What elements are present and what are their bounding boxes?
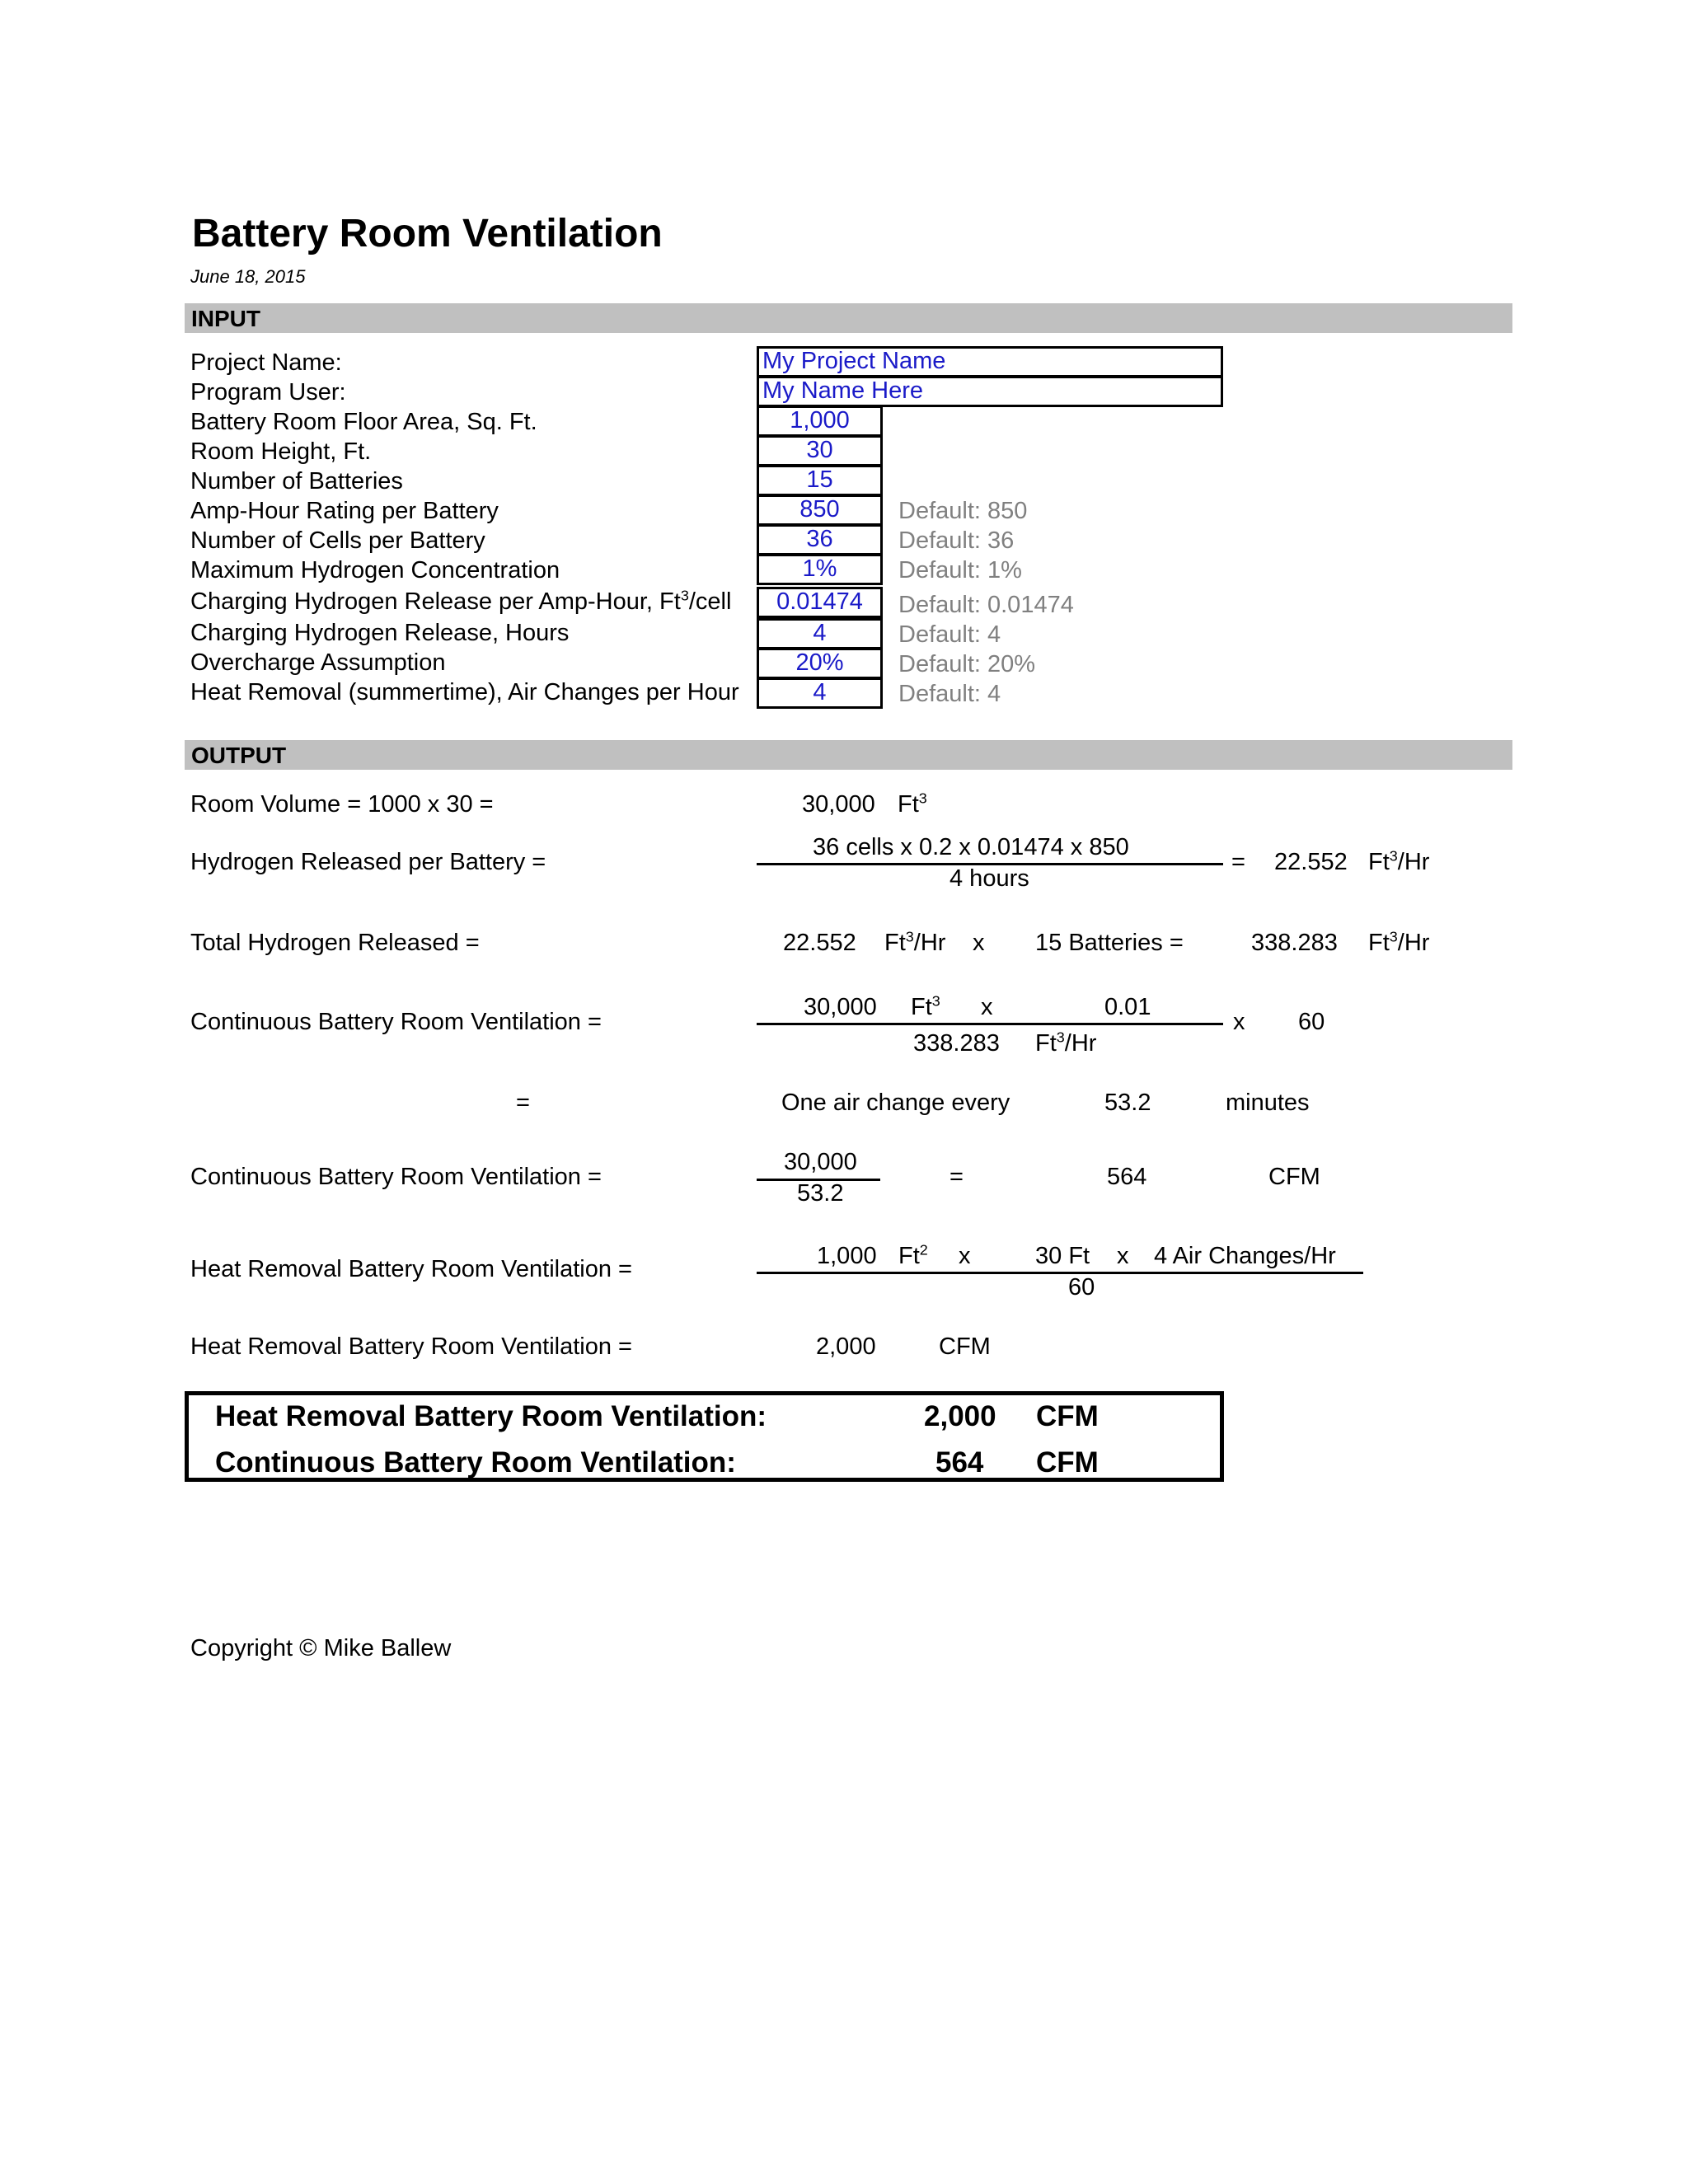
air-changes-field[interactable]: 4 (757, 677, 883, 709)
heat-result-unit: CFM (939, 1333, 991, 1360)
h2-per-amp-hour-field[interactable]: 0.01474 (757, 587, 883, 618)
amp-hour-field[interactable]: 850 (757, 494, 883, 526)
h2-per-battery-result: 22.552 (1274, 849, 1348, 875)
heat-formula-times-2: x (1117, 1243, 1129, 1269)
room-volume-label: Room Volume = 1000 x 30 = (190, 791, 494, 818)
total-h2-per-battery: 22.552 (783, 930, 856, 956)
summary-heat-label: Heat Removal Battery Room Ventilation: (215, 1400, 767, 1432)
default-amp-hour: Default: 850 (898, 498, 1028, 524)
label-amp-hour: Amp-Hour Rating per Battery (190, 498, 499, 524)
default-cells: Default: 36 (898, 527, 1015, 554)
h2-hours-field[interactable]: 4 (757, 618, 883, 649)
air-change-text: One air change every (781, 1090, 1010, 1116)
summary-box (185, 1391, 1224, 1482)
default-h2-per-amp-hour: Default: 0.01474 (898, 592, 1074, 618)
continuous-cfm-denominator: 53.2 (797, 1180, 844, 1207)
h2-per-battery-equals: = (1231, 849, 1245, 875)
output-section-header (185, 740, 1512, 770)
page-date: June 18, 2015 (190, 266, 306, 287)
floor-area-field[interactable]: 1,000 (757, 405, 883, 437)
label-h2-per-amp-hour: Charging Hydrogen Release per Amp-Hour, Ft$^3$/cell (190, 587, 732, 615)
total-h2-unit-2: Ft$^3$/Hr (1368, 928, 1430, 956)
heat-formula-denominator: 60 (1068, 1274, 1095, 1301)
total-h2-batteries: 15 Batteries = (1035, 930, 1184, 956)
label-max-h2: Maximum Hydrogen Concentration (190, 557, 560, 583)
continuous-released-unit: Ft$^3$/Hr (1035, 1029, 1097, 1057)
summary-heat-unit: CFM (1036, 1400, 1099, 1432)
default-overcharge: Default: 20% (898, 651, 1036, 677)
continuous-label: Continuous Battery Room Ventilation = (190, 1009, 602, 1035)
label-air-changes: Heat Removal (summertime), Air Changes per Hour (190, 679, 739, 705)
default-max-h2: Default: 1% (898, 557, 1022, 583)
continuous-cfm-numerator: 30,000 (784, 1149, 857, 1175)
continuous-cfm-label: Continuous Battery Room Ventilation = (190, 1164, 602, 1190)
summary-continuous-value: 564 (935, 1446, 984, 1479)
heat-formula-area-unit: Ft$^2$ (898, 1241, 928, 1269)
room-height-field[interactable]: 30 (757, 435, 883, 466)
input-section-header (185, 303, 1512, 333)
overcharge-field[interactable]: 20% (757, 648, 883, 679)
continuous-fraction-line (757, 1023, 1223, 1025)
continuous-cfm-unit: CFM (1268, 1164, 1320, 1190)
heat-formula-times: x (959, 1243, 971, 1269)
label-h2-hours: Charging Hydrogen Release, Hours (190, 620, 570, 646)
h2-per-battery-denominator: 4 hours (950, 865, 1029, 892)
copyright-text: Copyright © Mike Ballew (190, 1635, 452, 1661)
label-room-height: Room Height, Ft. (190, 438, 372, 465)
label-num-batteries: Number of Batteries (190, 468, 403, 494)
label-overcharge: Overcharge Assumption (190, 649, 446, 676)
program-user-field[interactable]: My Name Here (757, 376, 1223, 407)
air-change-equals: = (516, 1090, 530, 1116)
room-volume-unit: Ft$^3$ (898, 790, 927, 818)
project-name-field[interactable]: My Project Name (757, 346, 1223, 377)
continuous-concentration: 0.01 (1104, 994, 1151, 1020)
label-project-name: Project Name: (190, 349, 342, 376)
continuous-released: 338.283 (913, 1030, 1000, 1057)
h2-per-battery-numerator: 36 cells x 0.2 x 0.01474 x 850 (813, 834, 1129, 860)
input-section-label: INPUT (191, 306, 260, 331)
heat-result-label: Heat Removal Battery Room Ventilation = (190, 1333, 632, 1360)
summary-heat-value: 2,000 (924, 1400, 996, 1432)
continuous-times-2: x (1233, 1009, 1245, 1035)
h2-per-battery-unit: Ft$^3$/Hr (1368, 847, 1430, 875)
label-floor-area: Battery Room Floor Area, Sq. Ft. (190, 409, 537, 435)
heat-formula-label: Heat Removal Battery Room Ventilation = (190, 1256, 632, 1282)
max-h2-field[interactable]: 1% (757, 554, 883, 585)
continuous-volume-unit: Ft$^3$ (911, 992, 940, 1020)
output-section-label: OUTPUT (191, 743, 287, 768)
total-h2-times: x (973, 930, 985, 956)
summary-continuous-unit: CFM (1036, 1446, 1099, 1479)
heat-formula-fraction-line (757, 1272, 1363, 1274)
air-change-unit: minutes (1226, 1090, 1310, 1116)
room-volume-value: 30,000 (802, 791, 875, 818)
h2-per-battery-label: Hydrogen Released per Battery = (190, 849, 546, 875)
air-change-minutes: 53.2 (1104, 1090, 1151, 1116)
heat-formula-height: 30 Ft (1035, 1243, 1090, 1269)
heat-formula-changes: 4 Air Changes/Hr (1154, 1243, 1336, 1269)
continuous-times: x (981, 994, 993, 1020)
continuous-cfm-result: 564 (1107, 1164, 1147, 1190)
heat-result-value: 2,000 (816, 1333, 876, 1360)
total-h2-label: Total Hydrogen Released = (190, 930, 480, 956)
continuous-volume: 30,000 (804, 994, 877, 1020)
page-title: Battery Room Ventilation (192, 212, 663, 255)
summary-continuous-label: Continuous Battery Room Ventilation: (215, 1446, 736, 1479)
total-h2-result: 338.283 (1251, 930, 1338, 956)
default-h2-hours: Default: 4 (898, 621, 1001, 648)
num-batteries-field[interactable]: 15 (757, 465, 883, 496)
label-program-user: Program User: (190, 379, 346, 405)
continuous-cfm-equals: = (950, 1164, 964, 1190)
continuous-factor: 60 (1298, 1009, 1325, 1035)
cells-field[interactable]: 36 (757, 524, 883, 555)
heat-formula-area: 1,000 (817, 1243, 877, 1269)
total-h2-unit-1: Ft$^3$/Hr (884, 928, 946, 956)
label-cells: Number of Cells per Battery (190, 527, 485, 554)
default-air-changes: Default: 4 (898, 681, 1001, 707)
